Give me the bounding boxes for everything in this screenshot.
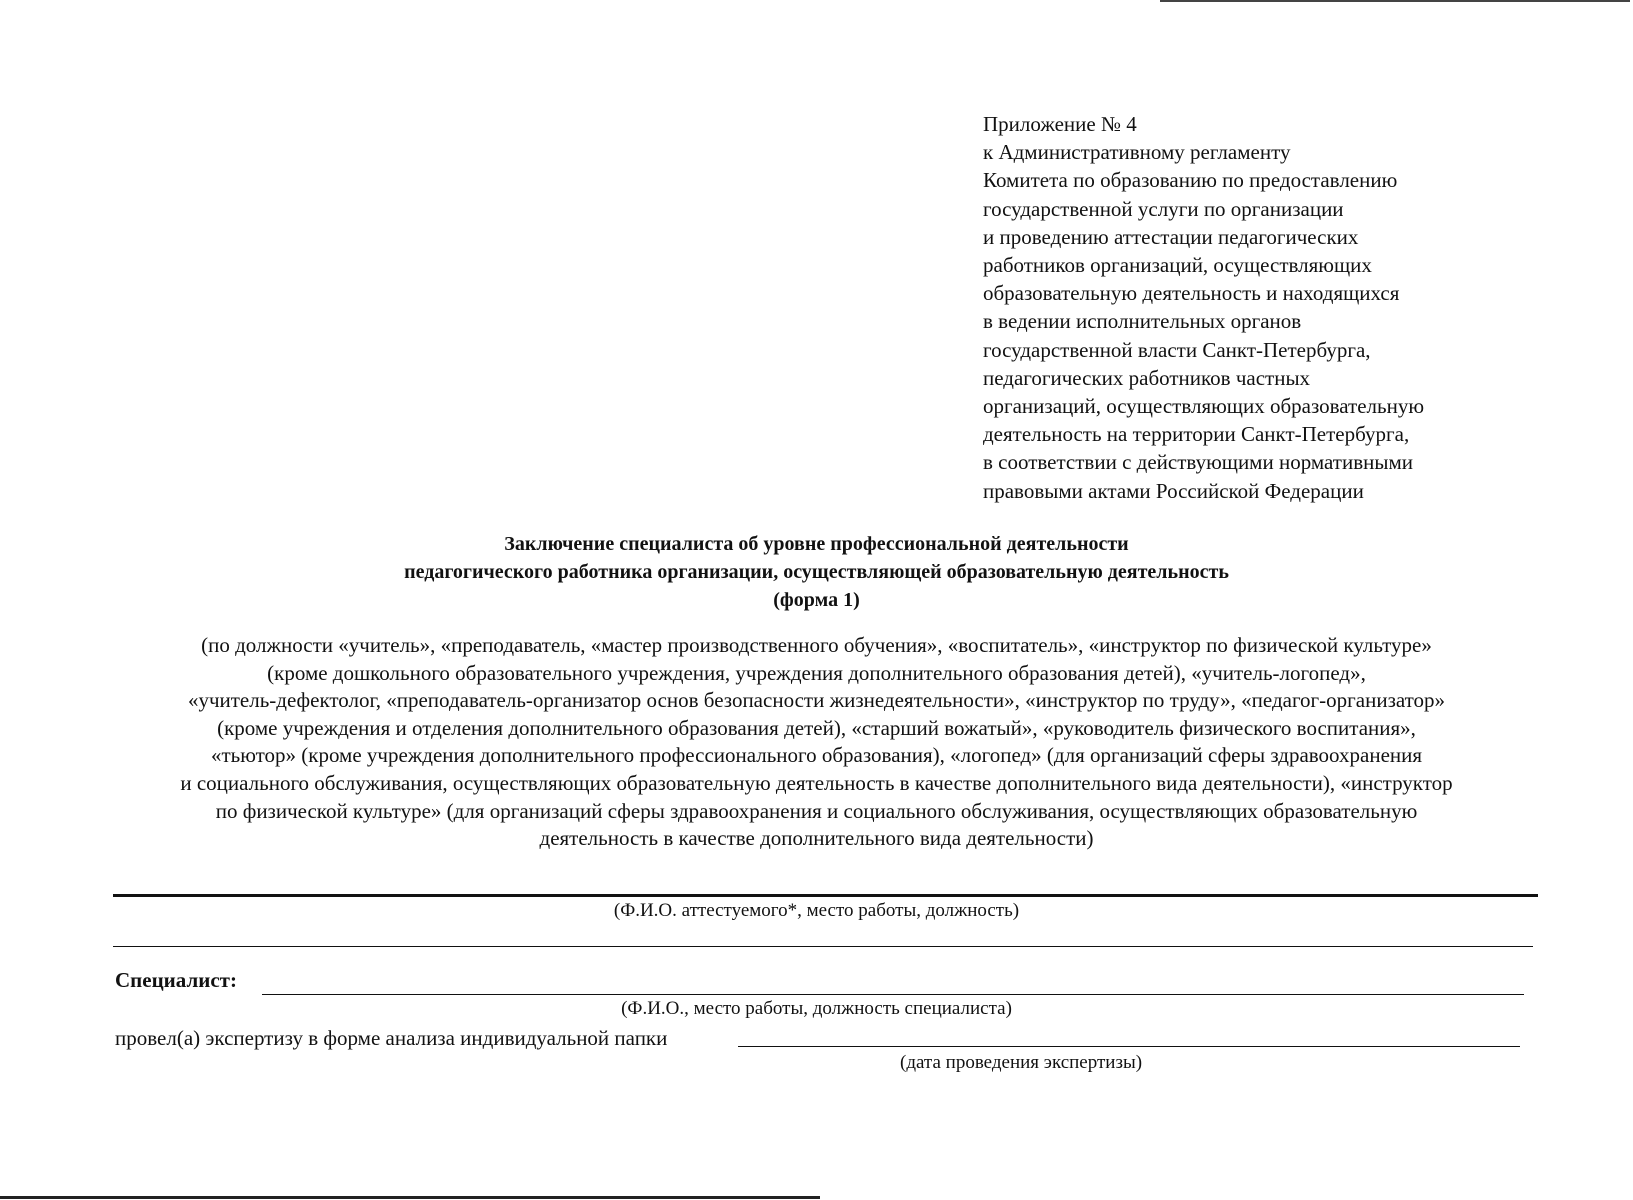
appendix-line: государственной услуги по организации bbox=[983, 196, 1344, 221]
appendix-line: в соответствии с действующими нормативными bbox=[983, 450, 1414, 475]
expertise-date-fill-line[interactable] bbox=[738, 1046, 1520, 1047]
appendix-header bbox=[983, 110, 1543, 505]
appendix-line: Комитета по образованию по предоставлению bbox=[983, 168, 1398, 193]
positions-line: по физической культуре» (для организаций сферы здравоохранения и социального обслуживания, осуществляющих образовательную bbox=[215, 798, 1418, 823]
appendix-line: в ведении исполнительных органов bbox=[983, 309, 1302, 334]
appendix-line: государственной власти Санкт-Петербурга, bbox=[983, 337, 1371, 362]
positions-line: «тьютор» (кроме учреждения дополнительного профессионального образования), «логопед» (для организаций сферы здравоохранения bbox=[210, 743, 1423, 768]
title-line: педагогического работника организации, осуществляющей образовательную деятельность bbox=[404, 561, 1229, 583]
fio-caption: (Ф.И.О. аттестуемого*, место работы, должность) bbox=[613, 900, 1020, 921]
fio-fill-line[interactable] bbox=[113, 894, 1538, 897]
scan-edge-bottom bbox=[0, 1196, 820, 1199]
positions-line: и социального обслуживания, осуществляющих образовательную деятельность в качестве дополнительного вида деятельности), «инструктор bbox=[180, 770, 1453, 795]
appendix-line: образовательную деятельность и находящихся bbox=[983, 281, 1400, 306]
positions-line: (кроме дошкольного образовательного учреждения, учреждения дополнительного образования детей), «учитель-логопед», bbox=[267, 660, 1366, 685]
appendix-line: Приложение № 4 bbox=[983, 112, 1137, 136]
appendix-line: педагогических работников частных bbox=[983, 365, 1311, 390]
specialist-caption: (Ф.И.О., место работы, должность специалиста) bbox=[621, 998, 1012, 1019]
fio-fill-line-second[interactable] bbox=[113, 946, 1533, 947]
positions-line: деятельность в качестве дополнительного вида деятельности) bbox=[539, 826, 1094, 851]
positions-line: (по должности «учитель», «преподаватель, «мастер производственного обучения», «воспитатель», «инструктор по физической культуре» bbox=[201, 633, 1432, 657]
specialist-fill-line[interactable] bbox=[262, 994, 1524, 995]
positions-line: (кроме учреждения и отделения дополнительного образования детей), «старший вожатый», «руководитель физического воспитания», bbox=[217, 715, 1416, 740]
scan-edge-top bbox=[1160, 0, 1630, 2]
appendix-line: работников организаций, осуществляющих bbox=[983, 253, 1372, 278]
appendix-line: и проведению аттестации педагогических bbox=[983, 224, 1359, 249]
specialist-label: Специалист: bbox=[115, 968, 237, 992]
positions-line: «учитель-дефектолог, «преподаватель-организатор основ безопасности жизнедеятельности», «инструктор по труду», «педагог-организатор» bbox=[187, 688, 1446, 713]
appendix-line: к Административному регламенту bbox=[983, 140, 1291, 165]
title-line: Заключение специалиста об уровне профессиональной деятельности bbox=[504, 533, 1129, 555]
date-caption: (дата проведения экспертизы) bbox=[900, 1052, 1143, 1073]
expertise-label: провел(а) экспертизу в форме анализа индивидуальной папки bbox=[115, 1026, 668, 1050]
document-title bbox=[0, 530, 1633, 614]
appendix-line: правовыми актами Российской Федерации bbox=[983, 478, 1364, 503]
positions-list bbox=[0, 632, 1633, 853]
appendix-line: деятельность на территории Санкт-Петербурга, bbox=[983, 422, 1410, 447]
form-number: (форма 1) bbox=[773, 589, 860, 611]
appendix-line: организаций, осуществляющих образовательную bbox=[983, 394, 1425, 419]
